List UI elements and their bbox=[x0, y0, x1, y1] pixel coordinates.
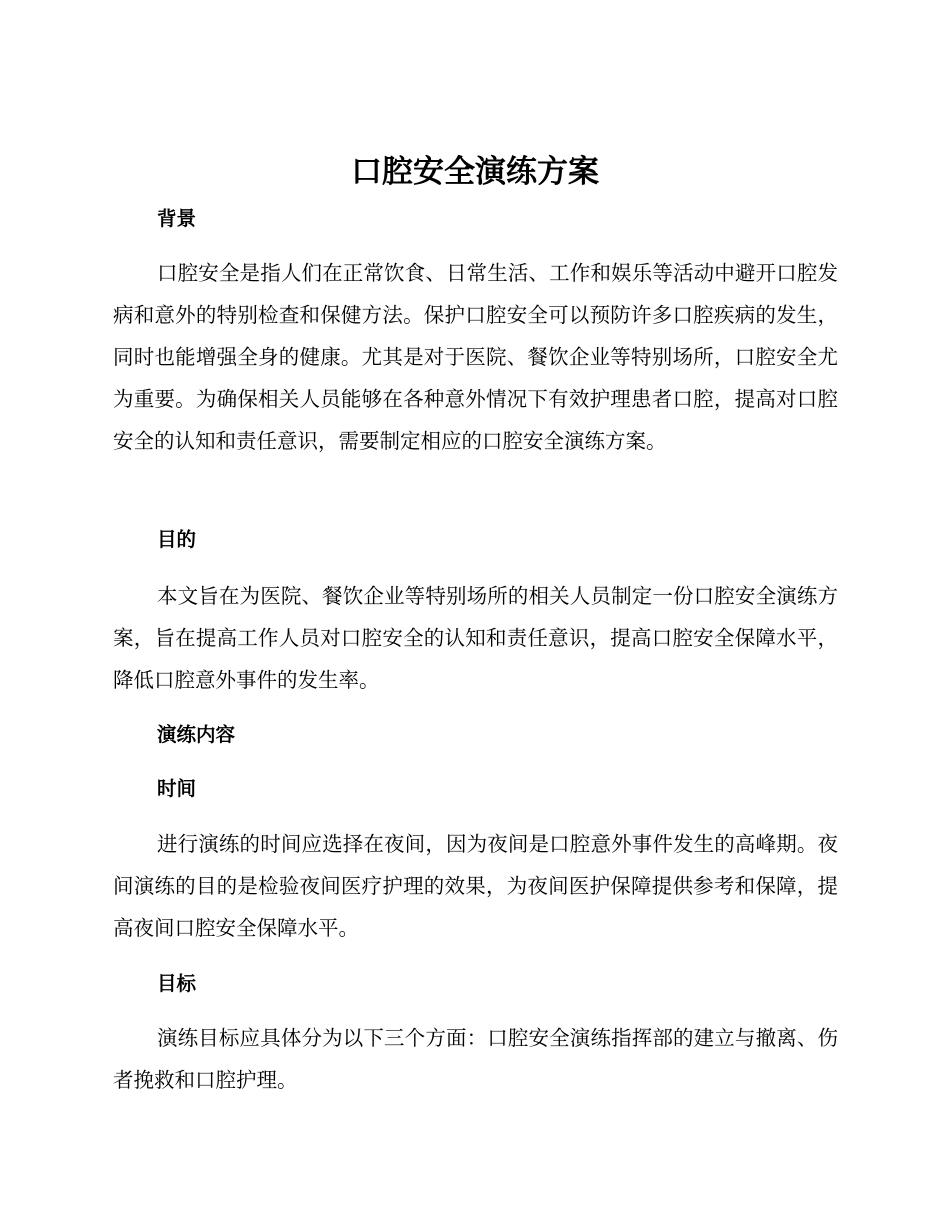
section-heading-goal: 目标 bbox=[157, 972, 197, 995]
section-heading-drill-content: 演练内容 bbox=[157, 723, 236, 746]
section-heading-background: 背景 bbox=[157, 207, 197, 230]
section-paragraph-time: 进行演练的时间应选择在夜间，因为夜间是口腔意外事件发生的高峰期。夜间演练的目的是检验夜间医疗护理的效果，为夜间医护保障提供参考和保障，提高夜间口腔安全保障水平。 bbox=[113, 832, 838, 940]
document-title: 口腔安全演练方案 bbox=[351, 154, 599, 190]
section-heading-time: 时间 bbox=[157, 777, 197, 800]
section-paragraph-background: 口腔安全是指人们在正常饮食、日常生活、工作和娱乐等活动中避开口腔发病和意外的特别检查和保健方法。保护口腔安全可以预防许多口腔疾病的发生，同时也能增强全身的健康。尤其是对于医院、餐饮企业等特别场所，口腔安全尤为重要。为确保相关人员能够在各种意外情况下有效护理患者口腔，提高对口腔安全的认知和责任意识，需要制定相应的口腔安全演练方案。 bbox=[113, 261, 838, 453]
section-paragraph-goal: 演练目标应具体分为以下三个方面：口腔安全演练指挥部的建立与撤离、伤者挽救和口腔护理。 bbox=[113, 1026, 838, 1092]
section-paragraph-purpose: 本文旨在为医院、餐饮企业等特别场所的相关人员制定一份口腔安全演练方案，旨在提高工作人员对口腔安全的认知和责任意识，提高口腔安全保障水平，降低口腔意外事件的发生率。 bbox=[113, 584, 838, 692]
section-heading-purpose: 目的 bbox=[157, 528, 197, 551]
